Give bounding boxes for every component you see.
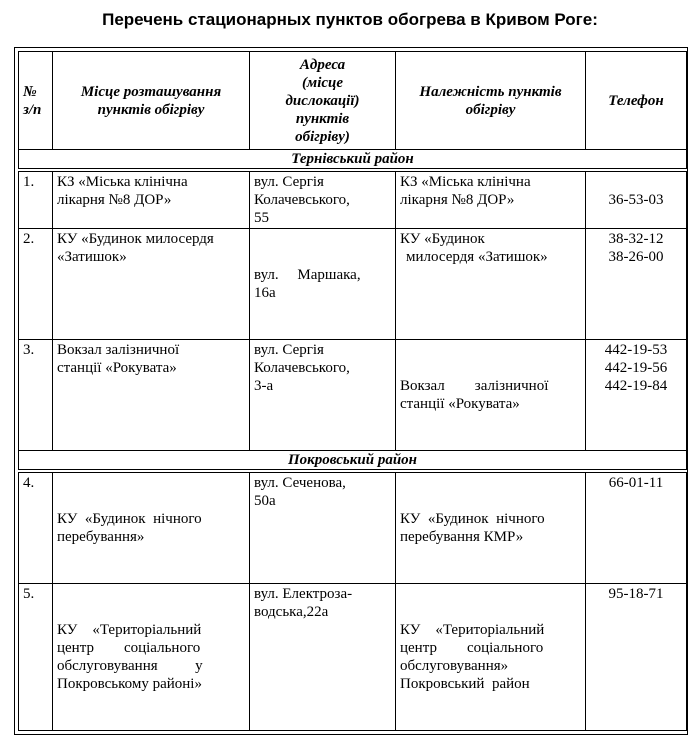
table-row xyxy=(19,473,687,584)
row-place: Вокзал залізничної станції «Рокувата» xyxy=(53,340,250,451)
row-owner: КЗ «Міська клінічна лікарня №8 ДОР» xyxy=(396,172,586,229)
header-row xyxy=(19,52,687,150)
header-num: № з/п xyxy=(19,52,53,150)
row-place: КЗ «Міська клінічна лікарня №8 ДОР» xyxy=(53,172,250,229)
row-num: 5. xyxy=(19,584,53,731)
row-phone: 36-53-03 xyxy=(586,172,687,229)
row-num: 3. xyxy=(19,340,53,451)
row-owner: КУ «Будинок нічного перебування КМР» xyxy=(396,473,586,584)
table-frame xyxy=(14,47,688,735)
row-phone: 442-19-53 442-19-56 442-19-84 xyxy=(586,340,687,451)
row-phone: 66-01-11 xyxy=(586,473,687,584)
header-owner: Належність пунктів обігріву xyxy=(396,52,586,150)
table-row xyxy=(19,229,687,340)
row-address: вул. Електроза- водська,22а xyxy=(250,584,396,731)
row-address: вул. Сеченова, 50а xyxy=(250,473,396,584)
row-num: 4. xyxy=(19,473,53,584)
heating-points-table xyxy=(18,51,687,731)
table-row xyxy=(19,584,687,731)
row-phone: 38-32-12 38-26-00 xyxy=(586,229,687,340)
row-place: КУ «Будинок нічного перебування» xyxy=(53,473,250,584)
row-owner: КУ «Територіальний центр соціального обслуговування» Покровський район xyxy=(396,584,586,731)
district-row: Покровський район xyxy=(19,451,687,470)
row-num: 2. xyxy=(19,229,53,340)
row-address: вул. Сергія Колачевського, 3-а xyxy=(250,340,396,451)
row-owner: Вокзал залізничної станції «Рокувата» xyxy=(396,340,586,451)
table-row xyxy=(19,172,687,229)
row-address: вул. Маршака, 16а xyxy=(250,229,396,340)
header-address: Адреса (місце дислокації) пунктів обігріву) xyxy=(250,52,396,150)
row-place: КУ «Територіальний центр соціального обслуговування у Покровському районі» xyxy=(53,584,250,731)
row-owner: КУ «Будинок милосердя «Затишок» xyxy=(396,229,586,340)
table-row xyxy=(19,340,687,451)
header-phone: Телефон xyxy=(586,52,687,150)
row-address: вул. Сергія Колачевського, 55 xyxy=(250,172,396,229)
row-num: 1. xyxy=(19,172,53,229)
district-row: Тернівський район xyxy=(19,150,687,169)
page-title: Перечень стационарных пунктов обогрева в Кривом Роге: xyxy=(102,10,598,29)
row-phone: 95-18-71 xyxy=(586,584,687,731)
row-place: КУ «Будинок милосердя «Затишок» xyxy=(53,229,250,340)
header-place: Місце розташування пунктів обігріву xyxy=(53,52,250,150)
